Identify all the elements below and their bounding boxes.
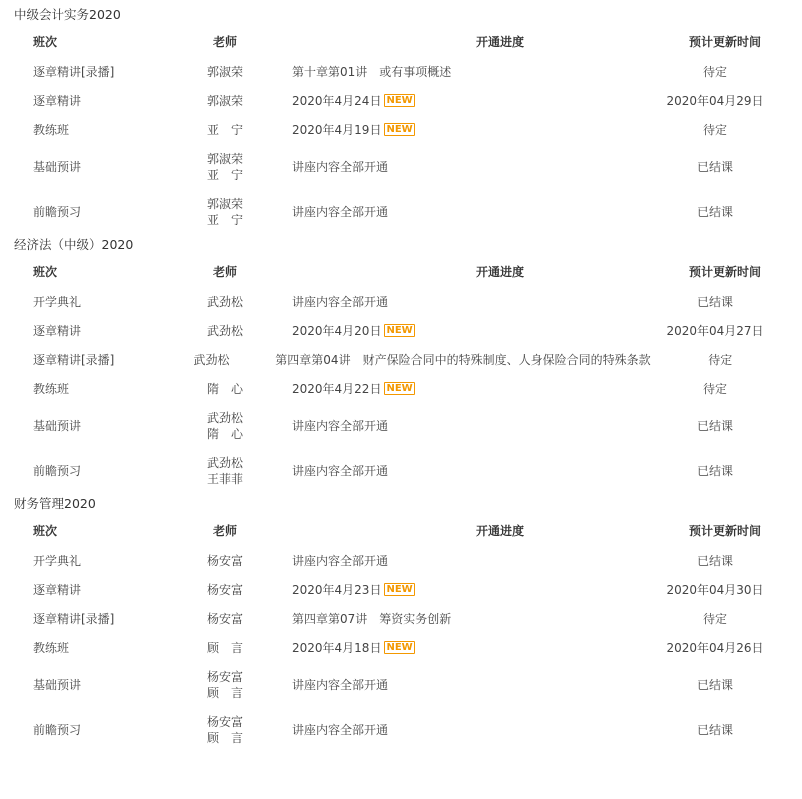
- teacher-name: 武劲松: [206, 410, 243, 425]
- teacher-name: 顾 言: [206, 640, 243, 655]
- table-header: [0, 26, 790, 57]
- teacher-name: 杨安富: [206, 582, 243, 597]
- class-name: 前瞻预习: [33, 723, 82, 737]
- teacher-name: 亚 宁: [206, 212, 243, 227]
- schedule-table: [0, 515, 790, 752]
- progress-text: 2020年4月23日: [292, 583, 382, 597]
- teacher-name: 郭淑荣: [206, 64, 243, 79]
- update-date: 待定: [702, 382, 727, 396]
- teacher-name: 郭淑荣: [206, 151, 243, 166]
- progress-cell: [270, 676, 640, 693]
- class-name: 逐章精讲: [33, 324, 82, 338]
- update-date: 已结课: [696, 464, 733, 478]
- class-name: 教练班: [33, 641, 70, 655]
- new-badge: NEW: [386, 95, 413, 106]
- teacher-name: 武劲松: [193, 352, 230, 367]
- update-date: 已结课: [696, 160, 733, 174]
- teacher-name: 顾 言: [206, 730, 243, 745]
- update-date: 2020年04月27日: [666, 324, 764, 338]
- teacher-cell: [180, 611, 270, 627]
- update-date: 2020年04月29日: [666, 94, 764, 108]
- progress-cell: [270, 92, 640, 109]
- update-date: 待定: [702, 123, 727, 137]
- section-title: 经济法（中级）2020: [14, 237, 134, 252]
- class-name: 教练班: [33, 123, 70, 137]
- header-teacher: 老师: [212, 35, 237, 49]
- header-class: 班次: [33, 265, 58, 279]
- teacher-cell: [180, 151, 270, 183]
- progress-cell: [270, 639, 640, 656]
- header-date: 预计更新时间: [688, 265, 761, 279]
- teacher-name: 杨安富: [206, 714, 243, 729]
- new-badge: NEW: [386, 325, 413, 336]
- table-row: [0, 662, 790, 707]
- teacher-cell: [180, 455, 270, 487]
- class-name: 逐章精讲: [33, 94, 82, 108]
- progress-text: 讲座内容全部开通: [292, 419, 389, 433]
- teacher-name: 武劲松: [206, 323, 243, 338]
- progress-cell: [270, 581, 640, 598]
- progress-text: 讲座内容全部开通: [292, 295, 389, 309]
- progress-text: 2020年4月22日: [292, 382, 382, 396]
- table-row: [0, 189, 790, 234]
- table-row: [0, 115, 790, 144]
- table-header: [0, 256, 790, 287]
- teacher-name: 武劲松: [206, 455, 243, 470]
- header-progress: 开通进度: [475, 35, 524, 49]
- class-name: 开学典礼: [33, 295, 82, 309]
- teacher-name: 隋 心: [206, 426, 243, 441]
- progress-text: 第十章第01讲 或有事项概述: [292, 65, 452, 79]
- progress-text: 讲座内容全部开通: [292, 723, 389, 737]
- header-class: 班次: [33, 35, 58, 49]
- class-name: 逐章精讲[录播]: [33, 353, 115, 367]
- update-date: 2020年04月30日: [666, 583, 764, 597]
- update-date: 已结课: [696, 419, 733, 433]
- progress-cell: [270, 63, 640, 80]
- update-date: 已结课: [696, 554, 733, 568]
- teacher-cell: [180, 410, 270, 442]
- update-date: 已结课: [696, 723, 733, 737]
- teacher-cell: [180, 714, 270, 746]
- teacher-cell: [180, 669, 270, 701]
- teacher-name: 郭淑荣: [206, 93, 243, 108]
- teacher-cell: [180, 196, 270, 228]
- teacher-name: 杨安富: [206, 553, 243, 568]
- progress-cell: [270, 552, 640, 569]
- header-progress: 开通进度: [475, 524, 524, 538]
- section-title: 财务管理2020: [14, 496, 96, 511]
- teacher-name: 亚 宁: [206, 122, 243, 137]
- update-date: 待定: [708, 353, 733, 367]
- progress-cell: [270, 610, 640, 627]
- teacher-cell: [180, 294, 270, 310]
- table-header: [0, 515, 790, 546]
- section-title: 中级会计实务2020: [14, 7, 121, 22]
- table-row: [0, 57, 790, 86]
- class-name: 前瞻预习: [33, 464, 82, 478]
- progress-cell: [253, 351, 650, 368]
- header-class: 班次: [33, 524, 58, 538]
- update-date: 已结课: [696, 295, 733, 309]
- progress-cell: [270, 380, 640, 397]
- table-row: [0, 403, 790, 448]
- update-date: 2020年04月26日: [666, 641, 764, 655]
- progress-text: 2020年4月18日: [292, 641, 382, 655]
- teacher-name: 武劲松: [206, 294, 243, 309]
- new-badge: NEW: [386, 383, 413, 394]
- schedule-table: [0, 26, 790, 234]
- table-row: [0, 604, 790, 633]
- progress-cell: [270, 721, 640, 738]
- teacher-name: 亚 宁: [206, 167, 243, 182]
- header-date: 预计更新时间: [688, 524, 761, 538]
- teacher-name: 王菲菲: [206, 471, 243, 486]
- class-name: 逐章精讲: [33, 583, 82, 597]
- progress-text: 第四章第07讲 筹资实务创新: [292, 612, 452, 626]
- header-date: 预计更新时间: [688, 35, 761, 49]
- update-date: 已结课: [696, 205, 733, 219]
- update-date: 待定: [702, 612, 727, 626]
- teacher-cell: [180, 582, 270, 598]
- progress-text: 2020年4月19日: [292, 123, 382, 137]
- progress-text: 讲座内容全部开通: [292, 205, 389, 219]
- table-row: [0, 316, 790, 345]
- table-row: [0, 374, 790, 403]
- class-name: 基础预讲: [33, 160, 82, 174]
- progress-cell: [270, 417, 640, 434]
- progress-text: 讲座内容全部开通: [292, 678, 389, 692]
- teacher-cell: [180, 381, 270, 397]
- progress-text: 第四章第04讲 财产保险合同中的特殊制度、人身保险合同的特殊条款: [275, 353, 651, 367]
- class-name: 逐章精讲[录播]: [33, 612, 115, 626]
- update-date: 已结课: [696, 678, 733, 692]
- class-name: 逐章精讲[录播]: [33, 65, 115, 79]
- class-name: 教练班: [33, 382, 70, 396]
- teacher-name: 杨安富: [206, 611, 243, 626]
- class-name: 前瞻预习: [33, 205, 82, 219]
- teacher-cell: [180, 93, 270, 109]
- table-row: [0, 707, 790, 752]
- teacher-name: 顾 言: [206, 685, 243, 700]
- progress-cell: [270, 462, 640, 479]
- table-row: [0, 546, 790, 575]
- teacher-cell: [180, 323, 270, 339]
- table-row: [0, 345, 790, 374]
- schedule-table: [0, 256, 790, 493]
- progress-cell: [270, 293, 640, 310]
- teacher-name: 郭淑荣: [206, 196, 243, 211]
- class-name: 开学典礼: [33, 554, 82, 568]
- new-badge: NEW: [386, 584, 413, 595]
- table-row: [0, 575, 790, 604]
- new-badge: NEW: [386, 124, 413, 135]
- table-row: [0, 633, 790, 662]
- course-section: [0, 234, 802, 493]
- teacher-cell: [180, 64, 270, 80]
- header-progress: 开通进度: [475, 265, 524, 279]
- update-date: 待定: [702, 65, 727, 79]
- class-name: 基础预讲: [33, 678, 82, 692]
- teacher-name: 隋 心: [206, 381, 243, 396]
- table-row: [0, 86, 790, 115]
- progress-cell: [270, 203, 640, 220]
- progress-text: 讲座内容全部开通: [292, 554, 389, 568]
- progress-cell: [270, 158, 640, 175]
- class-name: 基础预讲: [33, 419, 82, 433]
- table-row: [0, 144, 790, 189]
- header-teacher: 老师: [212, 265, 237, 279]
- progress-cell: [270, 322, 640, 339]
- teacher-cell: [170, 352, 254, 368]
- table-row: [0, 448, 790, 493]
- new-badge: NEW: [386, 642, 413, 653]
- progress-cell: [270, 121, 640, 138]
- table-row: [0, 287, 790, 316]
- progress-text: 2020年4月20日: [292, 324, 382, 338]
- course-section: [0, 493, 802, 752]
- progress-text: 讲座内容全部开通: [292, 464, 389, 478]
- teacher-cell: [180, 553, 270, 569]
- teacher-name: 杨安富: [206, 669, 243, 684]
- header-teacher: 老师: [212, 524, 237, 538]
- course-section: [0, 4, 802, 234]
- progress-text: 讲座内容全部开通: [292, 160, 389, 174]
- progress-text: 2020年4月24日: [292, 94, 382, 108]
- teacher-cell: [180, 640, 270, 656]
- teacher-cell: [180, 122, 270, 138]
